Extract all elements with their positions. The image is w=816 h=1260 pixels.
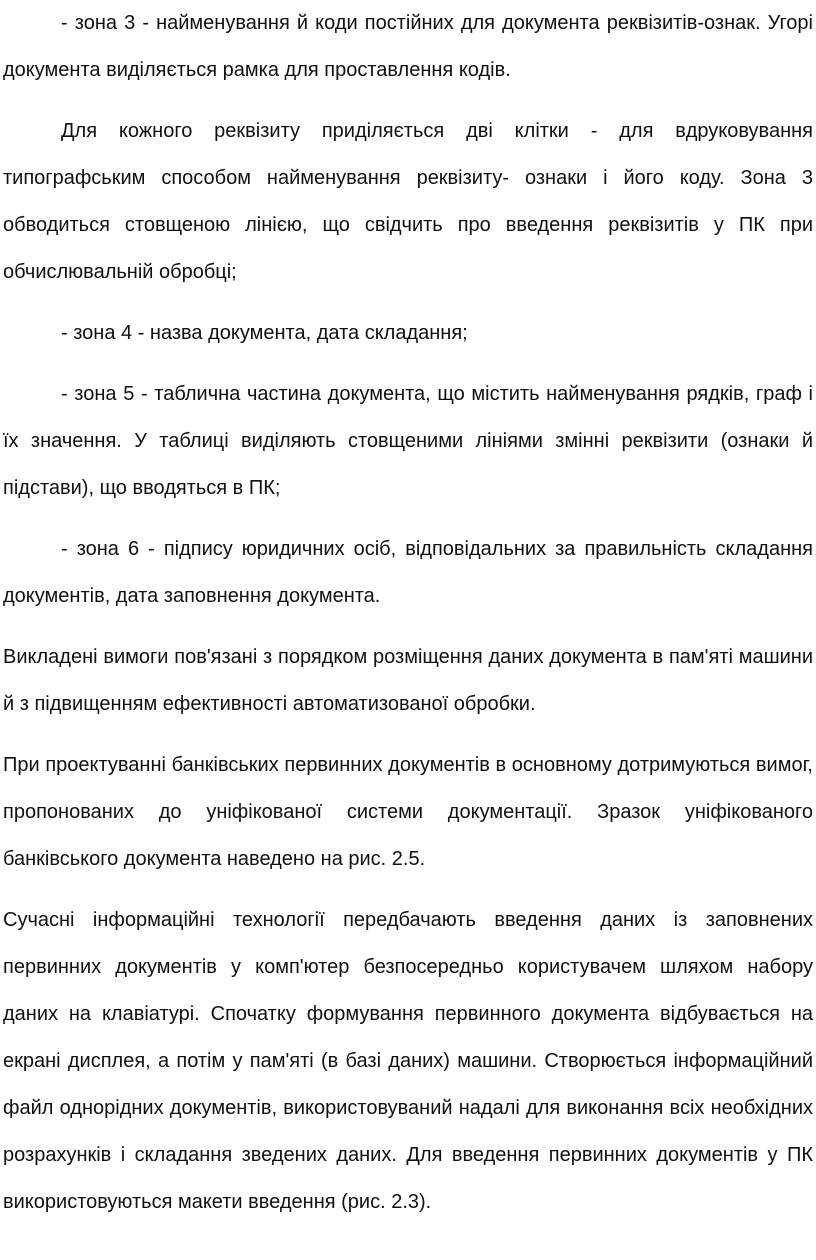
document-page (3, 0, 813, 1226)
paragraph-requirements: Викладені вимоги пов'язані з порядком розміщення даних документа в пам'яті машини й з підвищенням ефективності автоматизованої обробки. (3, 646, 813, 715)
paragraph-info-technologies: Сучасні інформаційні технології передбачають введення даних із заповнених первинних документів у комп'ютер безпосередньо користувачем шляхом набору даних на клавіатурі. Спочатку формування первинного документа відбувається на екрані дисплея, а потім у пам'яті (в базі даних) машини. Створюється інформаційний файл однорідних документів, використовуваний надалі для виконання всіх необхідних розрахунків і складання зведених даних. Для введення первинних документів у ПК використовуються макети введення (рис. 2.3). (3, 909, 813, 1213)
paragraph-requisite-cells: Для кожного реквізиту приділяється дві клітки - для вдруковування типографським способом найменування реквізиту- ознаки і його коду. Зона 3 обводиться стовщеною лінією, що свідчить про введення реквізитів у ПК при обчислювальній обробці; (3, 120, 813, 283)
paragraph-zone-3: - зона 3 - найменування й коди постійних для документа реквізитів-ознак. Угорі документа виділяється рамка для проставлення кодів. (3, 12, 813, 81)
paragraph-bank-documents: При проектуванні банківських первинних документів в основному дотримуються вимог, пропонованих до уніфікованої системи документації. Зразок уніфікованого банківського документа наведено на рис. 2.5. (3, 754, 813, 870)
paragraph-zone-5: - зона 5 - таблична частина документа, що містить найменування рядків, граф і їх значення. У таблиці виділяють стовщеними лініями змінні реквізити (ознаки й підстави), що вводяться в ПК; (3, 383, 813, 499)
paragraph-zone-4: - зона 4 - назва документа, дата складання; (61, 322, 468, 344)
paragraph-zone-6: - зона 6 - підпису юридичних осіб, відповідальних за правильність складання документів, дата заповнення документа. (3, 538, 813, 607)
